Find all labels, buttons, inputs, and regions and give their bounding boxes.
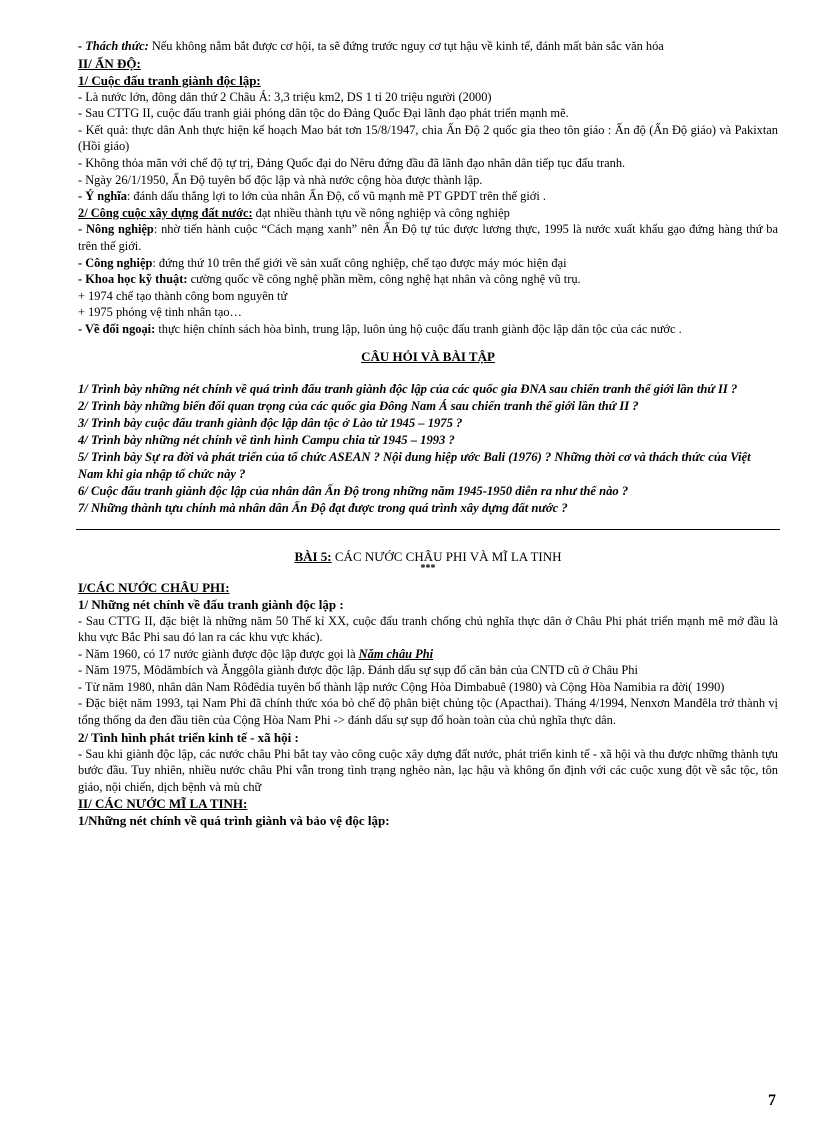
question-item: 1/ Trình bày những nét chính về quá trình đấu tranh giành độc lập của các quốc gia ĐNA sau chiến tranh thế giới lần thứ II ? xyxy=(78,381,738,396)
paragraph: - Kết quả: thực dân Anh thực hiện kế hoạch Mao bát tơn 15/8/1947, chia Ấn Độ 2 quốc gia theo tôn giáo : Ấn độ (Ấn Độ giáo) và Pakixtan (Hồi giáo) xyxy=(78,122,778,154)
question-item: 4/ Trình bày những nét chính về tình hình Campu chia từ 1945 – 1993 ? xyxy=(78,432,455,447)
paragraph: - Là nước lớn, đông dân thứ 2 Châu Á: 3,3 triệu km2, DS 1 tỉ 20 triệu người (2000) xyxy=(78,89,492,104)
paragraph: + 1974 chế tạo thành công bom nguyên tử xyxy=(78,288,288,303)
section-title-latin-america: II/ CÁC NƯỚC MĨ LA TINH: xyxy=(78,796,248,812)
decorative-stars: *** xyxy=(420,562,436,574)
paragraph: - Ngày 26/1/1950, Ấn Độ tuyên bố độc lập và nhà nước cộng hòa được thành lập. xyxy=(78,172,483,187)
lesson-title: BÀI 5: CÁC NƯỚC CHÂU PHI VÀ MĨ LA TINH xyxy=(294,548,562,564)
paragraph: - Đặc biệt năm 1993, tại Nam Phi đã chính thức xóa bỏ chế độ phân biệt chủng tộc (Apacthai). Tháng 4/1994, Nenxơn Manđêla trở thành vị tổng thống da đen đầu tiên của Cộng Hòa Nam Phi -> đánh dấu sự sụp đổ hoàn toàn của chủ nghĩa thực dân. xyxy=(78,696,778,728)
section-divider xyxy=(76,529,780,530)
paragraph: - Sau CTTG II, đặc biệt là những năm 50 Thế kỉ XX, cuộc đấu tranh chống chủ nghĩa thực dân ở Châu Phi phát triển mạnh mẽ mở đầu là khu vực Bắc Phi sau đó lan ra các khu vực khác). xyxy=(78,613,778,645)
paragraph: - Năm 1960, có 17 nước giành được độc lập được gọi là Năm châu Phi xyxy=(78,646,434,661)
paragraph: - Về đối ngoại: thực hiện chính sách hòa bình, trung lập, luôn ủng hộ cuộc đấu tranh giành độc lập dân tộc của các nước . xyxy=(78,321,682,336)
document-page xyxy=(78,38,778,829)
question-item: 7/ Những thành tựu chính mà nhân dân Ấn Độ đạt được trong quá trình xây dựng đất nước ? xyxy=(78,500,568,515)
paragraph: - Ý nghĩa: đánh dấu thắng lợi to lớn của nhân Ấn Độ, cổ vũ mạnh mẽ PT GPDT trên thế giới . xyxy=(78,189,546,204)
paragraph: - Năm 1975, Môdămbích và Ănggôla giành được độc lập. Đánh dấu sự sụp đổ căn bản của CNTD cũ ở Châu Phi xyxy=(78,663,638,678)
questions-title: CÂU HỎI VÀ BÀI TẬP xyxy=(361,348,495,364)
question-list xyxy=(78,381,778,517)
question-item: 2/ Trình bày những biến đổi quan trọng của các quốc gia Đông Nam Á sau chiến tranh thế giới lần thứ II ? xyxy=(78,398,639,413)
challenge-label: - Thách thức: xyxy=(78,39,149,53)
paragraph: - Không thỏa mãn với chế độ tự trị, Đảng Quốc đại do Nêru đứng đầu đã lãnh đạo nhân dân tiếp tục đấu tranh. xyxy=(78,155,626,170)
subsection-africa-independence: 1/ Những nét chính về đấu tranh giành độc lập : xyxy=(78,596,344,612)
question-item: 5/ Trình bày Sự ra đời và phát triển của tổ chức ASEAN ? Nội dung hiệp ước Bali (1976) ? Những thời cơ và thách thức của Việt Nam khi gia nhập tổ chức này ? xyxy=(78,449,751,481)
section-title-africa: I/CÁC NƯỚC CHÂU PHI: xyxy=(78,579,230,595)
question-item: 3/ Trình bày cuộc đấu tranh giành độc lập dân tộc ở Lào từ 1945 – 1975 ? xyxy=(78,415,463,430)
paragraph: - Từ năm 1980, nhân dân Nam Rôđêdia tuyên bố thành lập nước Cộng Hòa Dimbabuê (1980) và Cộng Hòa Namibia ra đời( 1990) xyxy=(78,679,725,694)
paragraph: - Nông nghiệp: nhờ tiến hành cuộc “Cách mạng xanh” nên Ấn Độ tự túc được lương thực, 1995 là nước xuất khẩu gạo đứng hàng thứ ba trên thế giới. xyxy=(78,222,778,253)
paragraph: - Công nghiệp: đứng thứ 10 trên thế giới về sản xuất công nghiệp, chế tạo được máy móc hiện đại xyxy=(78,255,567,270)
subsection-africa-economy: 2/ Tình hình phát triển kinh tế - xã hội : xyxy=(78,729,299,745)
africa-year-term: Năm châu Phi xyxy=(358,646,434,661)
paragraph: 2/ Công cuộc xây dựng đất nước: đạt nhiều thành tựu về nông nghiệp và công nghiệp xyxy=(78,205,510,220)
question-item: 6/ Cuộc đấu tranh giành độc lập của nhân dân Ấn Độ trong những năm 1945-1950 diễn ra như thế nào ? xyxy=(78,483,629,498)
section-title-india: II/ ẤN ĐỘ: xyxy=(78,55,141,71)
paragraph: - Sau khi giành độc lập, các nước châu Phi bắt tay vào công cuộc xây dựng đất nước, phát triển kinh tế - xã hội và thu được những thành tựu bước đầu. Tuy nhiên, nhiều nước châu Phi vẫn trong tình trạng nghèo nàn, lạc hậu và không ổn định với các cuộc xung đột về sắc tộc, tôn giáo, nội chiến, dịch bệnh và mù chữ xyxy=(78,746,778,794)
paragraph: - Sau CTTG II, cuộc đấu tranh giải phóng dân tộc do Đảng Quốc Đại lãnh đạo phát triển mạnh mẽ. xyxy=(78,106,569,121)
challenge-paragraph: - Thách thức: Nếu không nắm bắt được cơ hội, ta sẽ đứng trước nguy cơ tụt hậu về kinh tế, đánh mất bản sắc văn hóa xyxy=(78,39,664,53)
subsection-building: 2/ Công cuộc xây dựng đất nước: xyxy=(78,205,253,220)
paragraph: - Khoa học kỹ thuật: cường quốc về công nghệ phần mềm, công nghệ hạt nhân và công nghệ vũ trụ. xyxy=(78,272,581,287)
paragraph: + 1975 phóng vệ tinh nhân tạo… xyxy=(78,305,242,320)
page-number: 7 xyxy=(768,1092,776,1109)
subsection-latin-america: 1/Những nét chính về quá trình giành và bảo vệ độc lập: xyxy=(78,813,390,829)
subsection-independence: 1/ Cuộc đấu tranh giành độc lập: xyxy=(78,72,261,88)
